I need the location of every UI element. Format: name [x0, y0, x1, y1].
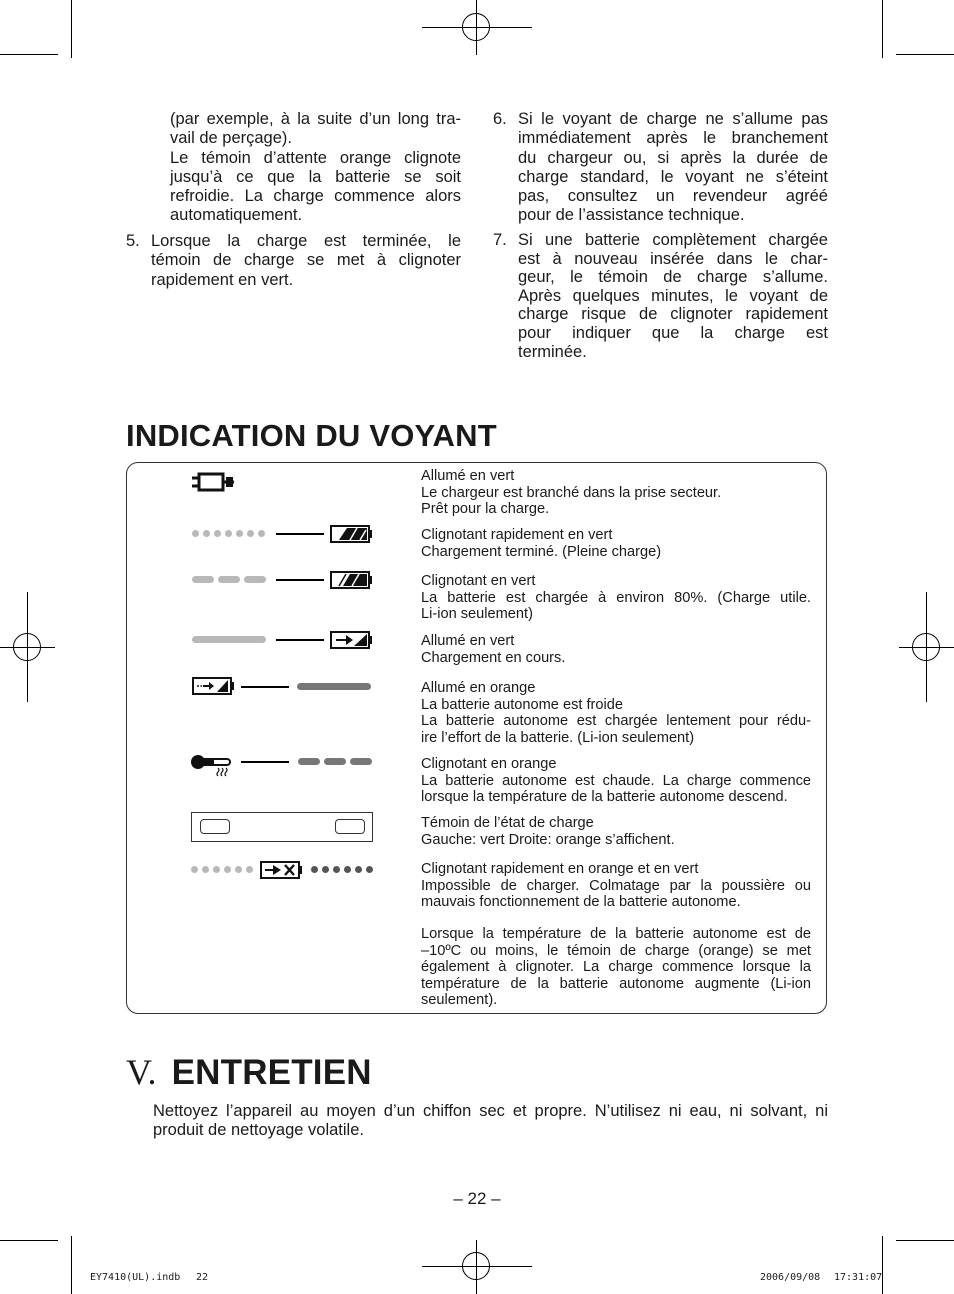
indicator-description: Allumé en vert Chargement en cours. [421, 633, 566, 666]
steady-orange-bar [297, 683, 371, 690]
footer-date: 2006/09/08 [760, 1272, 821, 1283]
indicator-description: Allumé en vert Le chargeur est branché dans la prise secteur. Prêt pour la charge. [421, 468, 722, 518]
charge-state-panel [191, 812, 373, 842]
footer-file: EY7410(UL).indb [90, 1272, 181, 1283]
connector-line [276, 533, 324, 535]
indicator-description: Allumé en orange La batterie autonome est froide La batterie autonome est chargée lentement pour rédu- ire l’effort de la batterie. (Li-ion seulement) [421, 680, 811, 746]
indicator-description: Témoin de l’état de charge Gauche: vert Droite: orange s’affichent. [421, 815, 675, 848]
crop-mark [71, 0, 72, 58]
crop-mark [0, 54, 58, 55]
battery-charging-icon [330, 631, 374, 649]
crop-mark [71, 1236, 72, 1294]
item-number: 6. [493, 110, 507, 128]
connector-line [276, 579, 324, 581]
section-title: ENTRETIEN [171, 1053, 372, 1092]
steady-indicator-bar [192, 636, 266, 643]
battery-partial-icon [330, 571, 374, 589]
indicator-description: Clignotant rapidement en orange et en vert Impossible de charger. Colmatage par la poussière ou mauvais fonctionnement de la batterie autonome. [421, 861, 811, 911]
cold-battery-icon [192, 677, 236, 695]
continued-text: (par exemple, à la suite d’un long tra- vail de perçage). Le témoin d’attente orange clignote jusqu’à ce que la batterie se soit refroidie. La charge commence alors automatiquement. [170, 110, 461, 225]
indicator-description: Clignotant en orange La batterie autonome est chaude. La charge commence lorsque la température de la batterie autonome descend. [421, 756, 811, 806]
right-lamp [335, 819, 365, 834]
indicator-description: Clignotant en vert La batterie est chargée à environ 80%. (Charge utile. Li-ion seulement) [421, 573, 811, 623]
list-item-6: Si le voyant de charge ne s’allume pas immédiatement après le branchement du chargeur ou, si après la durée de charge standard, le voyant ne s’éteint pas, consultez un revendeur agréé pour de l’assistance technique. [518, 110, 828, 225]
list-item-5: Lorsque la charge est terminée, le témoin de charge se met à clignoter rapidement en vert. [151, 232, 461, 289]
section-title: INDICATION DU VOYANT [126, 418, 497, 453]
footer-time: 17:31:07 [834, 1272, 883, 1283]
connector-line [276, 639, 324, 641]
battery-full-icon [330, 525, 374, 543]
thermometer-icon [190, 752, 236, 778]
footer-page: 22 [196, 1272, 209, 1283]
connector-line [241, 686, 289, 688]
plug-icon [190, 468, 238, 496]
indicator-description: Clignotant rapidement en vert Chargement terminé. (Pleine charge) [421, 527, 662, 560]
list-item-7: Si une batterie complètement chargée est à nouveau insérée dans le char- geur, le témoin de charge s’allume. Après quelques minutes, le voyant de charge risque de clignoter rapidement pour indiquer que la charge est terminée. [518, 231, 828, 361]
item-number: 7. [493, 231, 507, 249]
crop-mark [896, 1240, 954, 1241]
left-lamp [200, 819, 230, 834]
section-heading-entretien [126, 1051, 372, 1093]
item-number: 5. [126, 232, 140, 250]
crop-mark [882, 0, 883, 58]
temperature-note: Lorsque la température de la batterie autonome est de –10ºC ou moins, le témoin de charge (orange) se met également à clignoter. La charge commence lorsque la température de la batterie autonome augmente (Li-ion seulement). [421, 926, 811, 1009]
maintenance-text: Nettoyez l’appareil au moyen d’un chiffon sec et propre. N’utilisez ni eau, ni solvant, ni produit de nettoyage volatile. [153, 1102, 828, 1140]
crop-mark [896, 54, 954, 55]
connector-line [241, 761, 289, 763]
crop-mark [0, 1240, 58, 1241]
page-number: – 22 – [453, 1189, 501, 1208]
crop-mark [882, 1236, 883, 1294]
section-numeral: V. [126, 1052, 157, 1092]
charge-error-icon [260, 860, 304, 880]
